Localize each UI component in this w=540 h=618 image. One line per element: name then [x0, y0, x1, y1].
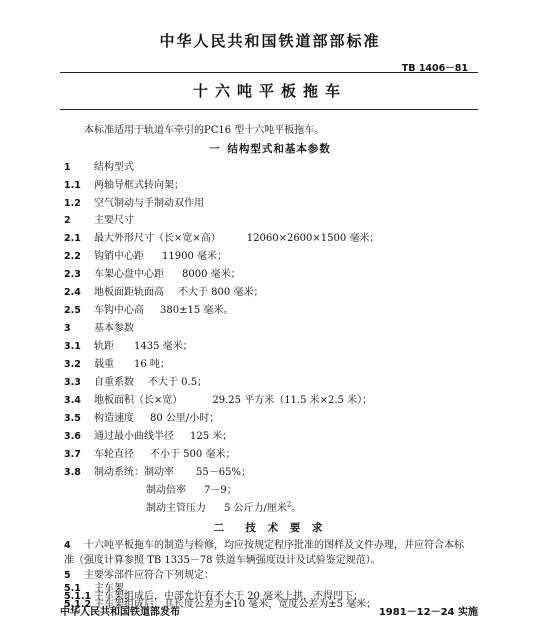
clause: [64, 197, 204, 210]
clause: [64, 322, 134, 335]
clause: [64, 232, 379, 245]
clause-value: 8000 毫米；: [182, 269, 241, 280]
clause: [64, 466, 251, 479]
clause-text: 空气制动与手制动双作用: [94, 198, 204, 209]
superscript: 2: [286, 500, 292, 509]
clause-value: 不小于 500 毫米；: [150, 449, 236, 460]
clause: [64, 412, 219, 425]
clause-value: 80 公里/小时；: [150, 413, 220, 424]
clause-number: 1: [64, 162, 71, 173]
clause: [64, 358, 170, 371]
clause: [64, 430, 232, 443]
clause: [64, 161, 134, 174]
brake-extra-line: [146, 502, 301, 515]
clause: [64, 214, 134, 227]
clause-number: 5.1.1: [64, 590, 92, 602]
brake-extra-label: 制动主管压力: [146, 503, 206, 514]
brake-extra-value: 5 公斤力/厘米: [224, 503, 287, 514]
clause: [64, 340, 193, 353]
clause-number: 3.7: [64, 449, 81, 460]
clause: [64, 286, 263, 299]
clause-number: 3.6: [64, 431, 81, 442]
clause-label: 最大外形尺寸（长×宽×高）: [94, 233, 221, 244]
clause-number: 2: [64, 215, 71, 226]
clause-label: 钩销中心距: [94, 251, 144, 262]
clause-label: 制动系统：制动率: [94, 467, 174, 478]
clause-label: 车轮直径: [94, 449, 134, 460]
clause-label: 通过最小曲线半径: [94, 431, 174, 442]
clause-number: 3.2: [64, 359, 81, 370]
clause-label: 地板面距轨面高: [94, 287, 164, 298]
clause-value: 16 吨；: [134, 359, 170, 370]
clause-number: 5: [64, 570, 71, 581]
clause-label: 车架心盘中心距: [94, 269, 164, 280]
section-heading-1: [0, 141, 540, 156]
clause-number: 3.1: [64, 341, 81, 352]
clause-value: 55－65%；: [196, 467, 251, 478]
paragraph-text: 十六吨平板拖车的制造与检修，均应按规定程序批准的图样及文件办理，并应符合本标: [84, 540, 464, 551]
header-rule-bottom: [60, 109, 478, 110]
clause-number: 3: [64, 323, 71, 334]
brake-extra-tail: 。: [291, 503, 302, 514]
clause-value: 11900 毫米；: [162, 251, 227, 262]
clause-number: 3.4: [64, 395, 81, 406]
clause-text: 结构型式: [94, 162, 134, 173]
clause-text: 主要尺寸: [94, 215, 134, 226]
clause: [64, 394, 372, 407]
standard-number: TB 1406－81: [401, 63, 468, 74]
clause-number: 5.1.2: [64, 598, 92, 610]
clause-label: 载重: [94, 359, 114, 370]
clause-number: 1.1: [64, 180, 81, 191]
intro-paragraph: 本标准适用于轨道车牵引的PC16 型十六吨平板拖车。: [84, 125, 325, 136]
clause-number: 1.2: [64, 198, 81, 209]
clause-value: 12060×2600×1500 毫米；: [246, 233, 380, 244]
clause-number: 2.2: [64, 251, 81, 262]
clause-text: 主车架组成后，中部允许有不大于 20 毫米上拱，不得凹下；: [94, 590, 364, 602]
clause-text: 两轴导框式转向架；: [94, 180, 184, 191]
clause-label: 车钩中心高: [94, 305, 144, 316]
clause-value: 29.25 平方米（11.5 米×2.5 米）；: [212, 395, 373, 406]
clause: [64, 448, 235, 461]
clause-value: 不大于 800 毫米；: [178, 287, 264, 298]
issuer-title: 中华人民共和国铁道部部标准: [159, 32, 381, 50]
clause-value: 1435 毫米；: [134, 341, 193, 352]
clause-value: 不大于 0.5；: [148, 377, 208, 388]
clause-value: 125 米；: [190, 431, 233, 442]
clause-label: 地板面积（长×宽）: [94, 395, 183, 406]
clause: [64, 376, 207, 389]
clause-label: 构造速度: [94, 413, 134, 424]
clause-text: 主车架: [94, 583, 124, 595]
brake-extra-value: 7－9；: [204, 485, 237, 496]
clause-number: 2.1: [64, 233, 81, 244]
clause-text: 主车架组成后，其长度公差为±10 毫米，宽度公差为±5 毫米；: [94, 598, 377, 610]
clause: [64, 569, 214, 582]
clause: [64, 179, 184, 192]
clause-number: 3.8: [64, 467, 81, 478]
clause-label: 自重系数: [94, 377, 134, 388]
section-number: 二: [213, 522, 229, 534]
clause: [64, 268, 241, 281]
section-heading-2: [0, 520, 540, 535]
paragraph-4-line-1: [64, 539, 464, 552]
clause-number: 3.3: [64, 377, 81, 388]
clause-label: 轨距: [94, 341, 114, 352]
clause-number: 3.5: [64, 413, 81, 424]
section-title: 结构型式和基本参数: [227, 143, 331, 155]
clause: [64, 250, 227, 263]
clause-text: 主要零部件应符合下列规定：: [84, 570, 214, 581]
brake-extra-label: 制动倍率: [146, 485, 186, 496]
document-title: 十六吨平板拖车: [192, 82, 347, 100]
clause: [64, 304, 233, 317]
clause-number: 5.1: [64, 583, 81, 595]
clause-number: 4: [64, 540, 71, 551]
clause-value: 380±15 毫米。: [160, 305, 234, 316]
brake-extra-line: [146, 484, 237, 497]
clause-text: 基本参数: [94, 323, 134, 334]
clause-number: 2.4: [64, 287, 81, 298]
clause-number: 2.3: [64, 269, 81, 280]
clause-number: 2.5: [64, 305, 81, 316]
section-number: 一: [209, 143, 224, 155]
footer-date: 1981－12－24 实施: [378, 607, 478, 618]
paragraph-4-line-2: 准（强度计算参照 TB 1335－78 铁道车辆强度设计及试验鉴定规范）。: [64, 555, 381, 566]
section-title: 技 术 要 求: [245, 522, 327, 534]
footer-issuer: 中华人民共和国铁道部发布: [60, 607, 180, 618]
